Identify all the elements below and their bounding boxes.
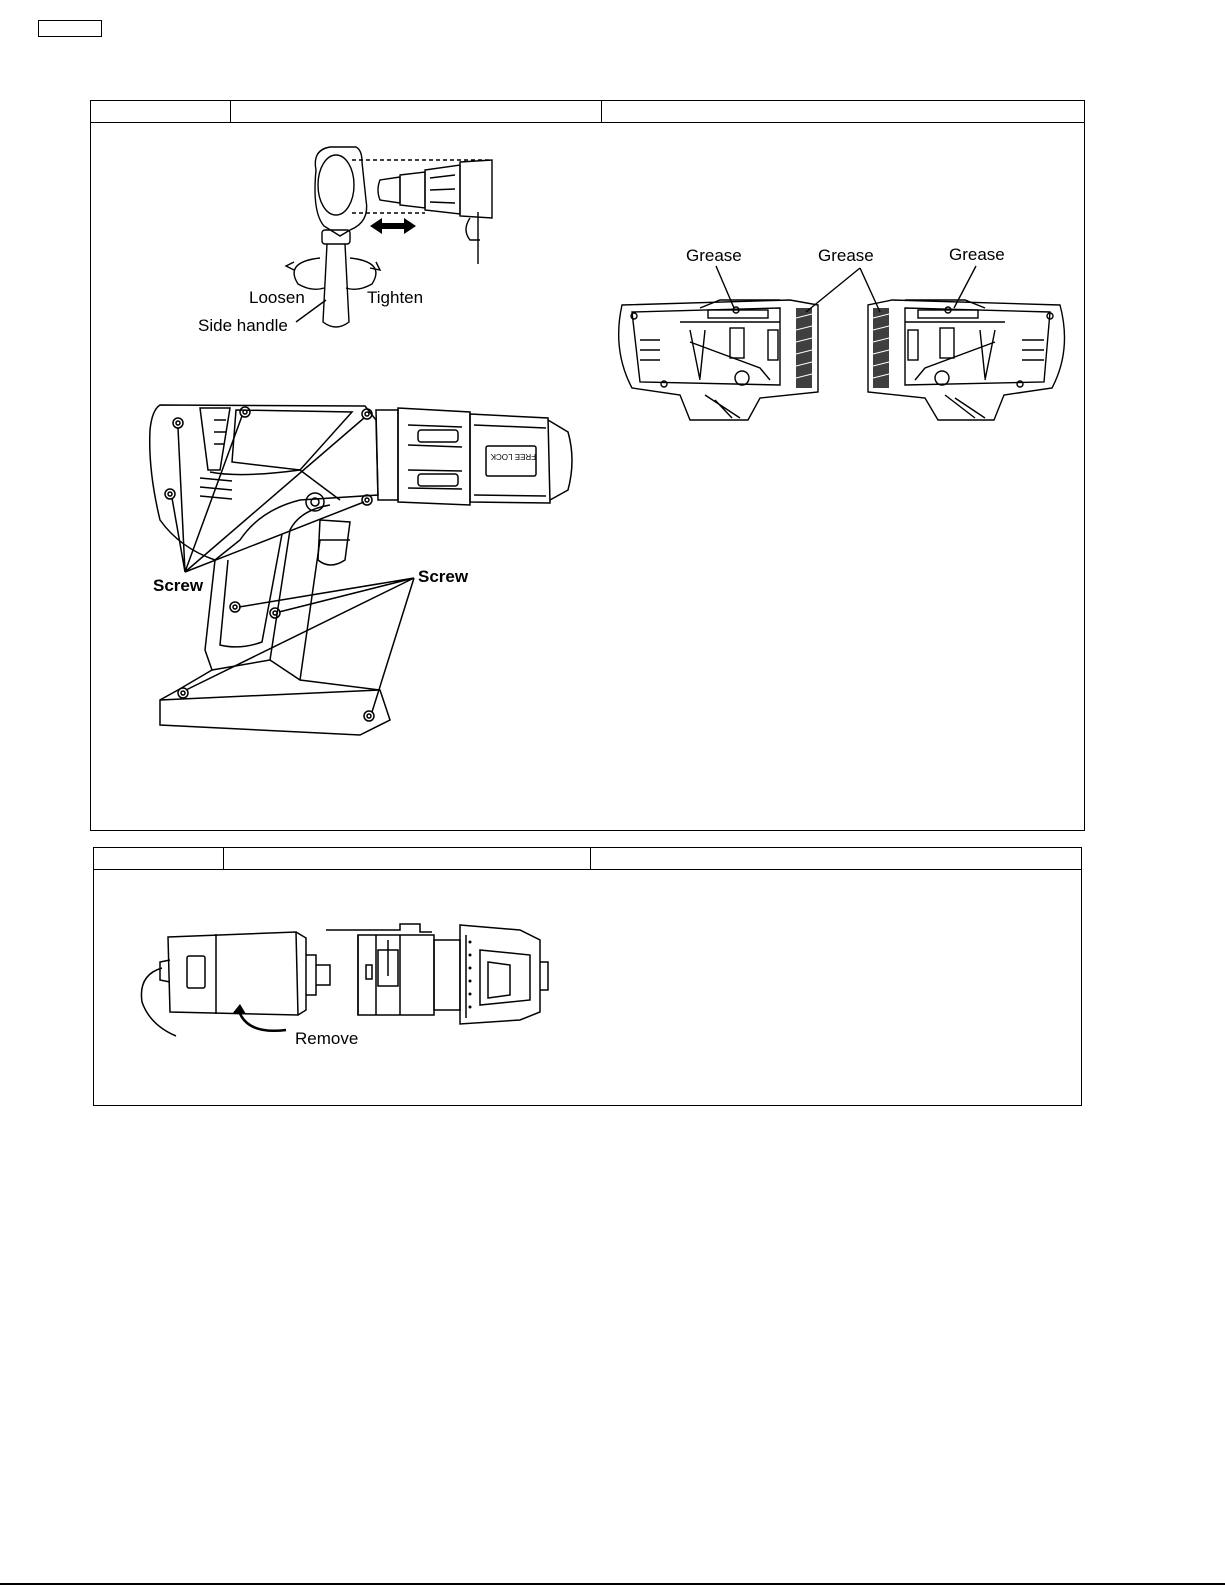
screw-label-right: Screw [418,567,469,586]
grease-label-2: Grease [818,246,874,265]
page-bottom-rule [0,1583,1225,1585]
side-handle-label: Side handle [198,316,288,335]
screw-label-left: Screw [153,576,204,595]
grease-label-3: Grease [949,245,1005,264]
remove-label: Remove [295,1029,359,1048]
loosen-label: Loosen [249,288,305,307]
chuck-mark-label: FREE LOCK [490,452,536,461]
grease-label-1: Grease [686,246,742,265]
tighten-label: Tighten [367,288,424,307]
